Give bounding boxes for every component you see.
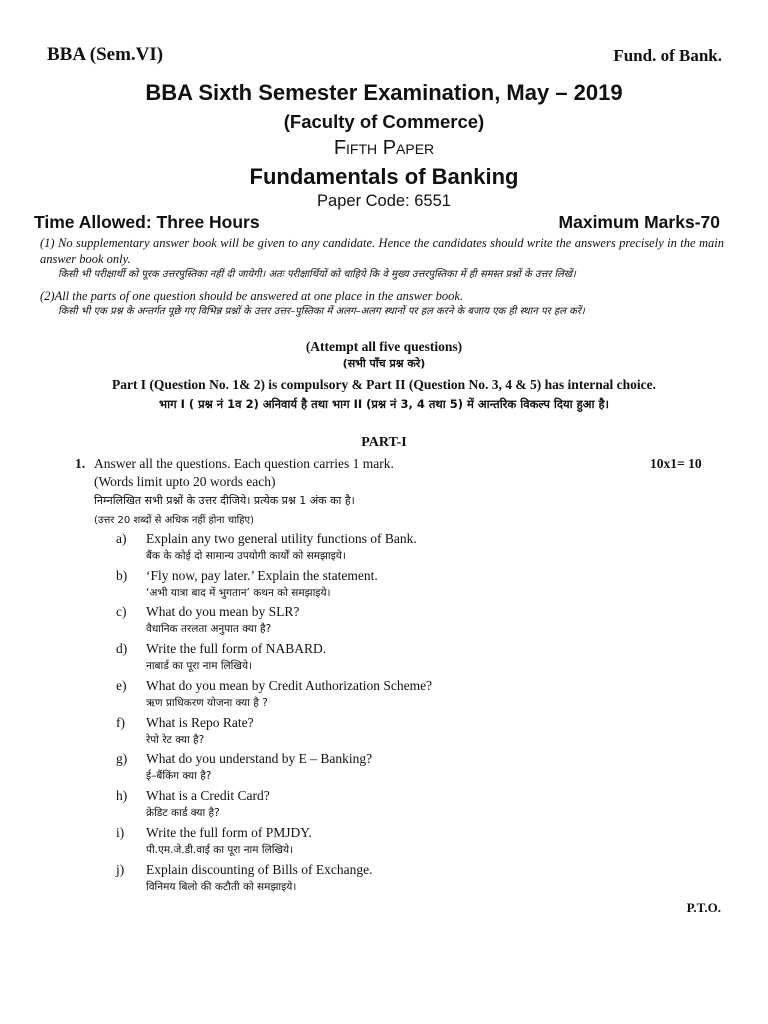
part-structure-note: Part I (Question No. 1& 2) is compulsory & Part II (Question No. 3, 4 & 5) has internal choice. (111, 377, 657, 392)
item-text-english: Write the full form of PMJDY. (146, 825, 312, 840)
item-label: d) (116, 641, 128, 656)
question-text: Answer all the questions. Each question carries 1 mark. (94, 456, 394, 471)
paper-number: Fifth Paper (333, 137, 435, 159)
instruction-2-english: (2)All the parts of one question should be answered at one place in the answer book. (40, 289, 464, 303)
list-item (116, 678, 716, 714)
item-text-english: What is a Credit Card? (146, 788, 270, 803)
maximum-marks: Maximum Marks-70 (558, 212, 720, 232)
faculty-title: (Faculty of Commerce) (283, 111, 485, 132)
item-label: b) (116, 568, 128, 583)
item-text-hindi: नाबार्ड का पूरा नाम लिखिये। (146, 660, 253, 672)
item-label: i) (116, 825, 125, 840)
item-text-english: Write the full form of NABARD. (146, 641, 327, 656)
attempt-note: (Attempt all five questions) (305, 339, 463, 354)
item-text-english: What do you understand by E – Banking? (146, 751, 373, 766)
list-item (116, 825, 716, 861)
list-item (116, 604, 716, 640)
item-text-hindi: ‘अभी यात्रा बाद में भुगतान’ कथन को समझाइये। (146, 587, 331, 599)
list-item (116, 751, 716, 787)
list-item (116, 641, 716, 677)
part-structure-note-hindi: भाग I ( प्रश्न नं 1व 2) अनिवार्य है तथा भाग II (प्रश्न नं 3, 4 तथा 5) में आन्तरिक विकल्प दिया हुआ है। (159, 397, 609, 411)
item-text-hindi: वैधानिक तरलता अनुपात क्या है? (146, 623, 272, 635)
item-text-hindi: बैंक के कोई दो सामान्य उपयोगी कार्यों को समझाइये। (146, 550, 346, 562)
exam-title: BBA Sixth Semester Examination, May – 2019 (145, 80, 623, 105)
item-text-hindi: क्रेडिट कार्ड क्या है? (146, 807, 220, 819)
item-label: g) (116, 751, 128, 766)
instruction-1-hindi: किसी भी परीक्षार्थी को पूरक उत्तरपुस्तिका नहीं दी जायेगी। अतः परीक्षार्थियों को चाहिये कि वे मुख्य उत्तरपुस्तिका में ही समस्त प्रश्नों के उत्तर लिखें। (58, 269, 576, 280)
item-label: f) (116, 715, 125, 730)
item-text-english: ‘Fly now, pay later.’ Explain the statement. (146, 568, 378, 583)
list-item (116, 531, 716, 567)
item-text-hindi: पी.एम.जे.डी.वाई का पूरा नाम लिखिये। (146, 844, 294, 856)
list-item (116, 862, 716, 898)
item-text-hindi: ई–बैंकिंग क्या है? (146, 770, 212, 782)
time-allowed: Time Allowed: Three Hours (34, 212, 260, 232)
item-text-english: What do you mean by SLR? (146, 604, 300, 619)
item-text-hindi: ऋण प्राधिकरण योजना क्या है ? (146, 697, 268, 709)
page-turn-note: P.T.O. (686, 900, 721, 915)
course-header: BBA (Sem.VI) (47, 44, 164, 65)
subject-short-header: Fund. of Bank. (613, 46, 722, 65)
item-label: a) (116, 531, 127, 546)
item-text-english: Explain any two general utility functions of Bank. (146, 531, 417, 546)
subject-title: Fundamentals of Banking (249, 164, 519, 189)
item-text-english: What is Repo Rate? (146, 715, 254, 730)
list-item (116, 568, 716, 604)
paper-code: Paper Code: 6551 (317, 192, 451, 210)
question-number: 1. (75, 456, 86, 471)
list-item (116, 788, 716, 824)
item-label: h) (116, 788, 128, 803)
question-marks: 10x1= 10 (650, 456, 702, 471)
item-text-english: What do you mean by Credit Authorization Scheme? (146, 678, 433, 693)
item-text-english: Explain discounting of Bills of Exchange. (146, 862, 373, 877)
instruction-2-hindi: किसी भी एक प्रश्न के अन्तर्गत पूछे गए विभिन्न प्रश्नों के उत्तर उत्तर–पुस्तिका में अलग–अलग स्थानों पर हल करने के बजाय एक ही स्थान पर हल करें। (58, 306, 585, 317)
word-limit-note-hindi: (उत्तर 20 शब्दों से अधिक नहीं होना चाहिए) (94, 515, 254, 526)
question-text-hindi: निम्नलिखित सभी प्रश्नों के उत्तर दीजिये। प्रत्येक प्रश्न 1 अंक का है। (94, 494, 355, 507)
item-text-hindi: विनिमय बिलो की कटौती को समझाइये। (146, 881, 297, 893)
word-limit-note: (Words limit upto 20 words each) (94, 474, 276, 489)
item-label: e) (116, 678, 127, 693)
list-item (116, 715, 716, 751)
attempt-note-hindi: (सभी पाँच प्रश्न करे) (342, 357, 426, 370)
item-text-hindi: रेपो रेट क्या है? (146, 734, 205, 746)
item-label: j) (116, 862, 125, 877)
item-label: c) (116, 604, 127, 619)
part-heading: PART-I (361, 435, 407, 450)
instruction-1-english: (1) No supplementary answer book will be given to any candidate. Hence the candidates should write the answers precisely in the main answer book only. (40, 236, 724, 266)
